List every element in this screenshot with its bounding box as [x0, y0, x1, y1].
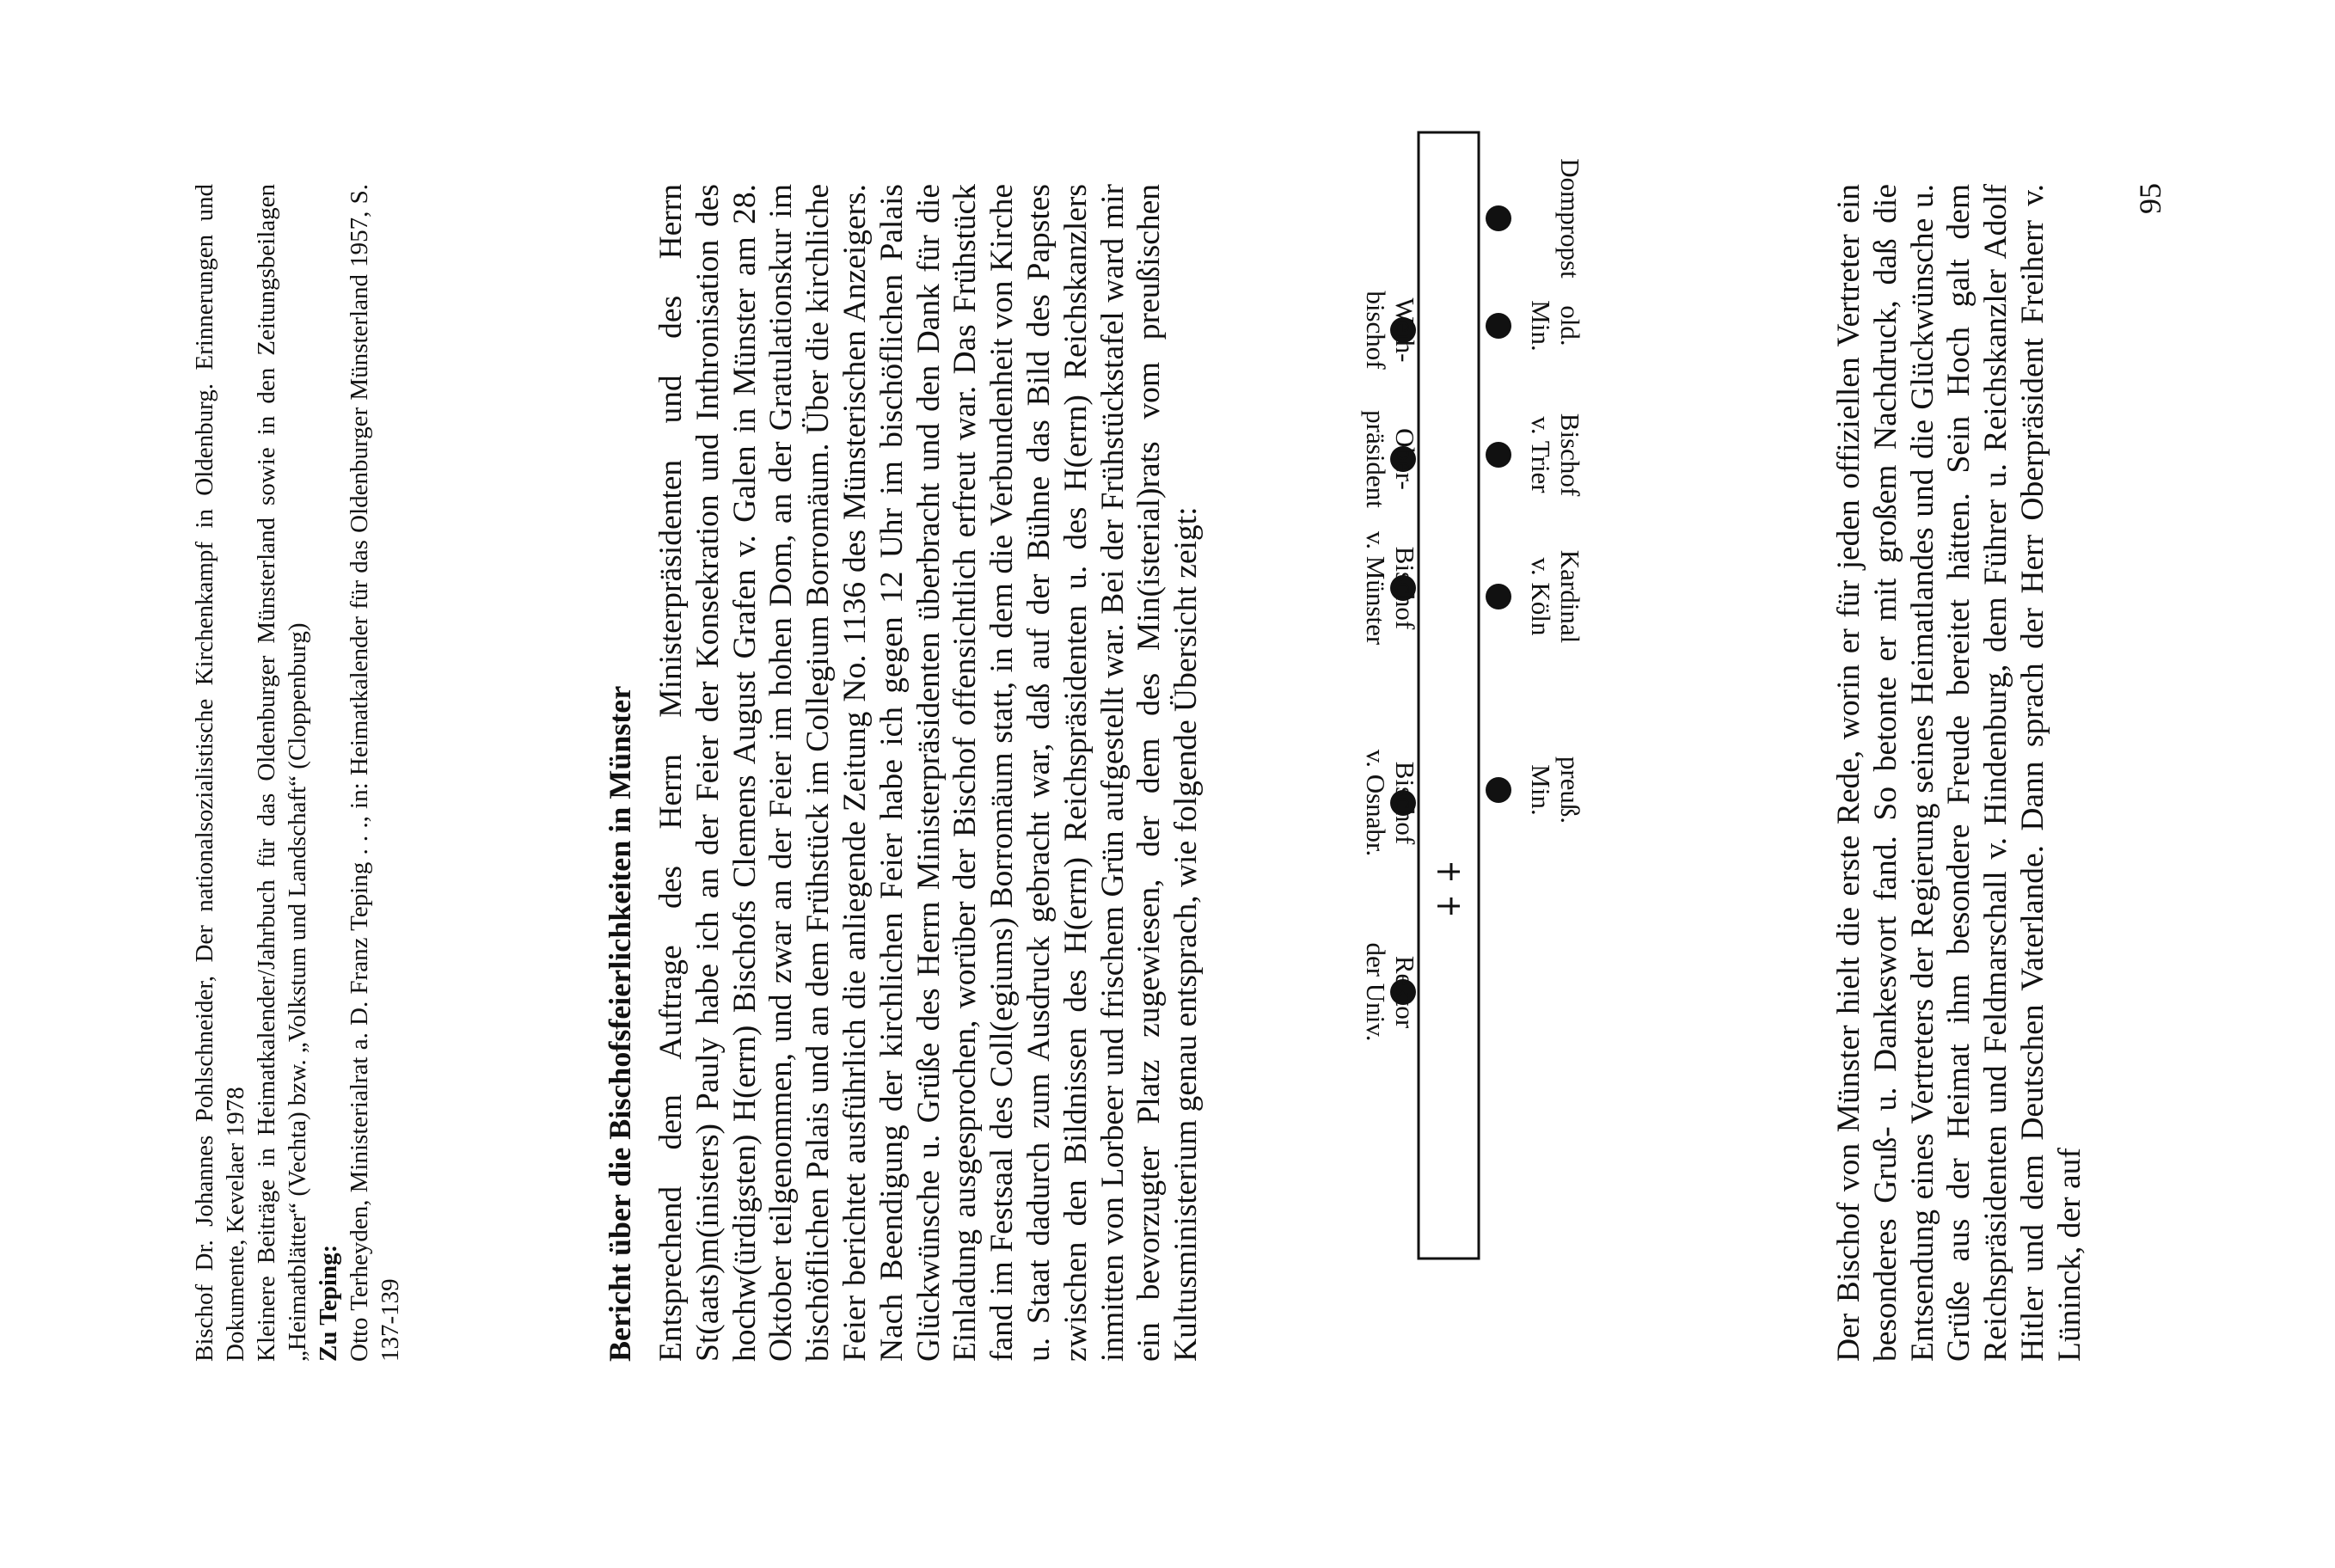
paragraph-speech: Der Bischof von Münster hielt die erste Rede, worin er für jeden offiziellen Vertreter ein besonderes Gruß- u. Dankeswort fand. So betonte er mit großem Nachdruck, daß die Entsendung eines Vertreters der Regierung seines Heimatlandes und die Glückwünsche u. Grüße aus der Heimat ihm besondere Freude bereitet hätten. Sein Hoch galt dem Reichspräsidenten und Feldmarschall v. Hindenburg, dem Führer u. Reichskanzler Adolf Hitler und dem Deutschen Vaterlande. Dann sprach der Herr Oberpräsident Freiherr v. Lüninck, der auf [1831, 184, 2087, 1362]
seat-bottom-1 [1486, 550, 1585, 643]
seat-bottom-4 [1486, 158, 1585, 279]
seat-top-3 [1361, 410, 1420, 508]
seat-top-1 [1361, 750, 1420, 857]
reference-teping: Otto Terheyden, Ministerialrat a. D. Franz Teping . . ., in: Heimatkalender für das Oldenburger Münsterland 1957, S. 137-139 [346, 184, 404, 1362]
seat-top-4 [1361, 291, 1420, 370]
seat-bottom-3 [1486, 300, 1585, 351]
seat-dot [1486, 584, 1511, 609]
seat-dot [1486, 313, 1511, 339]
seat-top-2 [1361, 531, 1420, 646]
seat-label: Bischofv. Münster [1361, 530, 1420, 646]
seat-label: Kardinalv. Köln [1526, 549, 1585, 644]
seat-label: Bischofv. Osnabr. [1361, 749, 1420, 857]
seat-dot [1486, 205, 1511, 231]
reference-pohlschneider: Bischof Dr. Johannes Pohlschneider, Der nationalsozialistische Kirchenkampf in Oldenburg. Erinnerungen und Dokumente, Kevelaer 1978 [191, 184, 249, 1362]
seat-label: Rektorder Univ. [1361, 942, 1420, 1042]
reference-kleinere-beitraege: Kleinere Beiträge in Heimatkalender/Jahrbuch für das Oldenburger Münsterland sowie in den Zeitungsbeilagen „Heimatblätter“ (Vechta) bzw. „Volkstum und Landschaft“ (Cloppenburg) [253, 184, 311, 1362]
seat-label: old.Min. [1526, 300, 1585, 352]
seat-bottom-2 [1486, 413, 1585, 497]
section-title: Bericht über die Bischofsfeierlichkeiten in Münster [603, 685, 637, 1362]
seat-dot [1486, 442, 1511, 468]
seat-bottom-0 [1486, 756, 1585, 824]
reference-heading-teping: Zu Teping: [315, 1244, 342, 1362]
seat-label: Bischofv. Trier [1526, 413, 1585, 497]
seat-label: Weih-bischof [1361, 291, 1420, 370]
banquet-table [1419, 132, 1479, 1259]
seat-dot [1486, 777, 1511, 803]
seat-label: Dompropst [1555, 158, 1585, 279]
seat-label: preuß.Min. [1526, 756, 1585, 824]
seat-top-0 [1361, 942, 1420, 1041]
cross-icon [1437, 863, 1460, 915]
page-number: 95 [2133, 183, 2167, 214]
seat-label: Ober-präsident [1361, 410, 1420, 508]
paragraph-report: Entsprechend dem Auftrage des Herrn Ministerpräsidenten und des Herrn St(aats)m(inisters) Pauly habe ich an der Feier der Konsekration und Inthronisation des hochw(ürdigsten) H(errn) Bischofs Clemens August Grafen v. Galen in Münster am 28. Oktober teilgenommen, und zwar an der Feier im hohen Dom, an der Gratulationskur im bischöflichen Palais und an dem Frühstück im Collegium Borromäum. Über die kirchliche Feier berichtet ausführlich die anliegende Zeitung No. 1136 des Münsterischen Anzeigers. Nach Beendigung der kirchlichen Feier habe ich gegen 12 Uhr im bischöflichen Palais Glückwünsche u. Grüße des Herrn Ministerpräsidenten überbracht und den Dank für die Einladung ausgesprochen, worüber der Bischof offensichtlich erfreut war. Das Frühstück fand im Festsaal des Coll(egiums) Borromäum statt, in dem die Verbundenheit von Kirche u. Staat dadurch zum Ausdruck gebracht war, daß auf der Bühne das Bild des Papstes zwischen den Bildnissen des H(errn) Reichspräsidenten u. des H(errn) Reichskanzlers inmitten von Lorbeer und frischem Grün aufgestellt war. Bei der Frühstückstafel ward mir ein bevorzugter Platz zugewiesen, der dem des Min(isterial)rats vom preußischen Kultusministerium genau entsprach, wie folgende Übersicht zeigt: [653, 184, 1204, 1362]
